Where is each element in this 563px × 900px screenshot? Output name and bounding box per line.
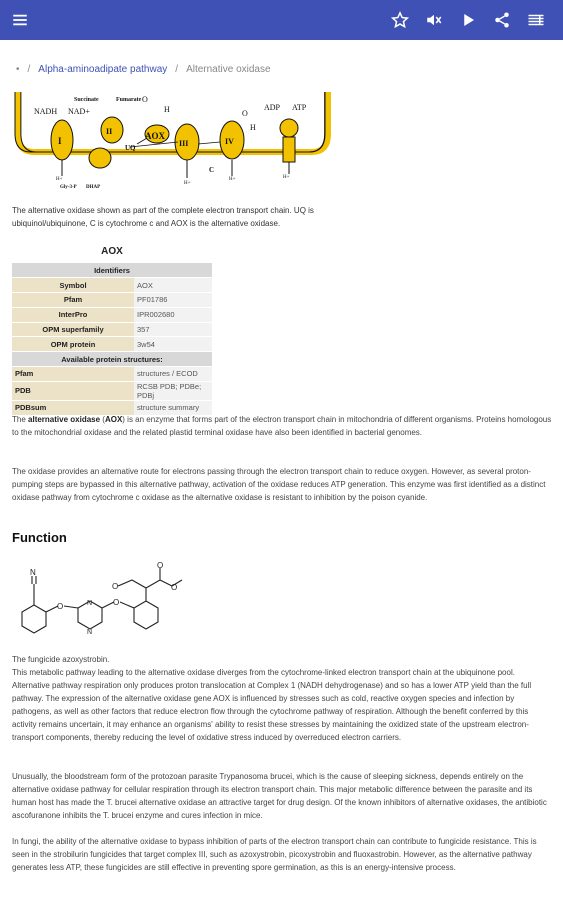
intro-paragraph [12, 413, 552, 439]
infobox-value[interactable]: RCSB PDB; PDBe; PDBj [134, 381, 212, 400]
h-plus-label: H+ [56, 177, 63, 182]
complex-ii-label: II [106, 127, 113, 136]
infobox-row [12, 278, 212, 293]
nitrile-bond [32, 576, 36, 605]
o2-right-label: O [242, 109, 248, 118]
infobox-value[interactable]: PF01786 [134, 293, 212, 308]
infobox-label: PDBsum [12, 400, 134, 415]
succinate-label: Succinate [74, 97, 99, 103]
cyt-c-label: C [209, 166, 215, 174]
oxygen-atom-label: O [157, 562, 164, 570]
nadh-label: NADH [34, 107, 58, 116]
h-plus-label: H+ [229, 177, 236, 182]
oxygen-atom-label: O [112, 582, 119, 591]
infobox-title: AOX [101, 246, 123, 257]
infobox-row [12, 293, 212, 308]
nad-label: NAD+ [68, 107, 90, 116]
aox-label: AOX [145, 131, 165, 141]
intro-text: ( [100, 415, 105, 424]
molecule-caption: The fungicide azoxystrobin. [12, 655, 110, 664]
uq-label: UQ [125, 144, 136, 152]
intro-text: ) is an enzyme that forms part of the electron transport chain in mitochondria of different organisms. Proteins homologous to the mitochondrial oxidase and the related plastid terminal oxidase have also been identified in bacterial genomes. [12, 415, 552, 437]
infobox-value: AOX [134, 278, 212, 293]
infobox-identifiers-header: Identifiers [12, 263, 212, 278]
infobox-table [12, 263, 212, 416]
infobox-value[interactable]: 357 [134, 322, 212, 337]
complex-iv-label: IV [225, 137, 234, 146]
complex-i-shape [51, 120, 73, 160]
g3p-dehydrogenase-shape [89, 148, 111, 168]
infobox-row [12, 307, 212, 322]
infobox-row [12, 367, 212, 382]
oxygen-atom-label: O [171, 583, 178, 592]
infobox-label: PDB [12, 381, 134, 400]
infobox-row [12, 322, 212, 337]
fungi-paragraph: In fungi, the ability of the alternative oxidase to bypass inhibition of parts of the electron transport chain can contribute to fungicide resistance. This is seen in the strobilurin fungicides that target complex III, such as azoxystrobin, picoxystrobin and fluoxastrobin. However, as the alternative pathway generates less ATP, these fungicides are still effective in preventing spore germination, as this is an energy-intensive process. [12, 837, 537, 872]
play-icon[interactable] [456, 8, 480, 32]
atp-label: ATP [292, 103, 307, 112]
nitrogen-atom-label: N [87, 600, 93, 607]
intro-bold-term: alternative oxidase [28, 415, 101, 424]
function-heading: Function [12, 530, 67, 545]
infobox-label: OPM protein [12, 337, 134, 352]
adp-label: ADP [264, 103, 281, 112]
dhap-label: DHAP [86, 185, 101, 190]
infobox-value[interactable]: structures / ECOD [134, 367, 212, 382]
complex-iii-label: III [179, 139, 189, 148]
mute-speaker-icon[interactable] [422, 8, 446, 32]
h2o-right-label: H [250, 123, 256, 132]
complex-i-label: I [58, 136, 62, 146]
fumarate-label: Fumarate [116, 97, 142, 103]
gly3p-label: Gly-3-P [60, 185, 77, 190]
intro-text: The [12, 415, 29, 424]
atp-synthase-stalk [283, 137, 295, 162]
breadcrumb-current: Alternative oxidase [186, 64, 271, 75]
infobox-value[interactable]: IPR002680 [134, 307, 212, 322]
infobox-label: Pfam [12, 367, 134, 382]
h-plus-label: H+ [184, 181, 191, 186]
breadcrumb-separator: / [175, 64, 179, 75]
oxygen-atom-label: O [57, 602, 64, 611]
infobox-label: OPM superfamily [12, 322, 134, 337]
function-paragraph: This metabolic pathway leading to the alternative oxidase diverges from the cytochrome-linked electron transport chain at the ubiquinone pool. Alternative pathway respiration only produces proton translocation at Complex 1 (NADH dehydrogenase) and so has a lower ATP yield than the full pathway. The expression of the alternative oxidase gene AOX is influenced by stresses such as cold, reactive oxygen species and infection by pathogens, as well as other factors that reduce electron flow through the cytochrome pathway of respiration. Although the benefit conferred by this activity remains uncertain, it may enhance an organisms' ability to resist these stresses by maintaining the oxidized state of the upstream electron-transport components, thereby reducing the level of oxidative stress induced by overreduced electron carriers. [12, 668, 532, 742]
infobox-label: Pfam [12, 293, 134, 308]
electron-transport-diagram[interactable] [12, 92, 332, 192]
intro-abbreviation: AOX [104, 415, 123, 424]
infobox-row [12, 381, 212, 400]
o2-left-label: O [142, 95, 148, 104]
benzene-ring-left [22, 605, 46, 633]
infobox-value[interactable]: 3w54 [134, 337, 212, 352]
breadcrumb [16, 64, 271, 75]
breadcrumb-home[interactable]: • [16, 64, 20, 75]
share-icon[interactable] [490, 8, 514, 32]
reading-list-icon[interactable] [524, 8, 548, 32]
oxidase-paragraph: The oxidase provides an alternative route for electrons passing through the electron transport chain to reduce oxygen. However, as several proton-pumping steps are bypassed in this alternative pathway, activation of the oxidase reduces ATP generation. This enzyme was first identified as a distinct oxidase pathway from cytochrome c oxidase as the alternative oxidase is resistant to inhibition by the poison cyanide. [12, 467, 546, 502]
nitrogen-atom-label: N [30, 568, 36, 577]
trypanosoma-paragraph: Unusually, the bloodstream form of the protozoan parasite Trypanosoma brucei, which is the cause of sleeping sickness, depends entirely on the alternative oxidase pathway for cellular respiration through its electron transport chain. This major metabolic difference between the parasite and its human host has made the T. brucei alternative oxidase an attractive target for drug design. Of the known inhibitors of alternative oxidases, the antibiotic ascofuranone inhibits the T. brucei enzyme and cures infection in mice. [12, 772, 547, 820]
nitrogen-atom-label: N [87, 629, 93, 636]
hamburger-menu-icon[interactable] [8, 8, 32, 32]
infobox-row [12, 337, 212, 352]
infobox-label: Symbol [12, 278, 134, 293]
infobox-value[interactable]: structure summary [134, 400, 212, 415]
h2o-left-label: H [164, 105, 170, 114]
azoxystrobin-structure[interactable] [12, 562, 192, 652]
star-icon[interactable] [388, 8, 412, 32]
infobox-structures-header: Available protein structures: [12, 352, 212, 367]
benzene-ring-right [134, 601, 158, 629]
diagram-caption: The alternative oxidase shown as part of the complete electron transport chain. UQ is ubiquinol/ubiquinone, C is cytochrome c and AOX is the alternative oxidase. [12, 206, 314, 228]
breadcrumb-separator: / [27, 64, 31, 75]
oxygen-atom-label: O [113, 598, 120, 607]
breadcrumb-parent-link[interactable]: Alpha-aminoadipate pathway [38, 64, 168, 75]
h-plus-label: H+ [283, 175, 290, 180]
infobox-label: InterPro [12, 307, 134, 322]
atp-synthase-head [280, 119, 298, 137]
app-bar [0, 0, 563, 40]
